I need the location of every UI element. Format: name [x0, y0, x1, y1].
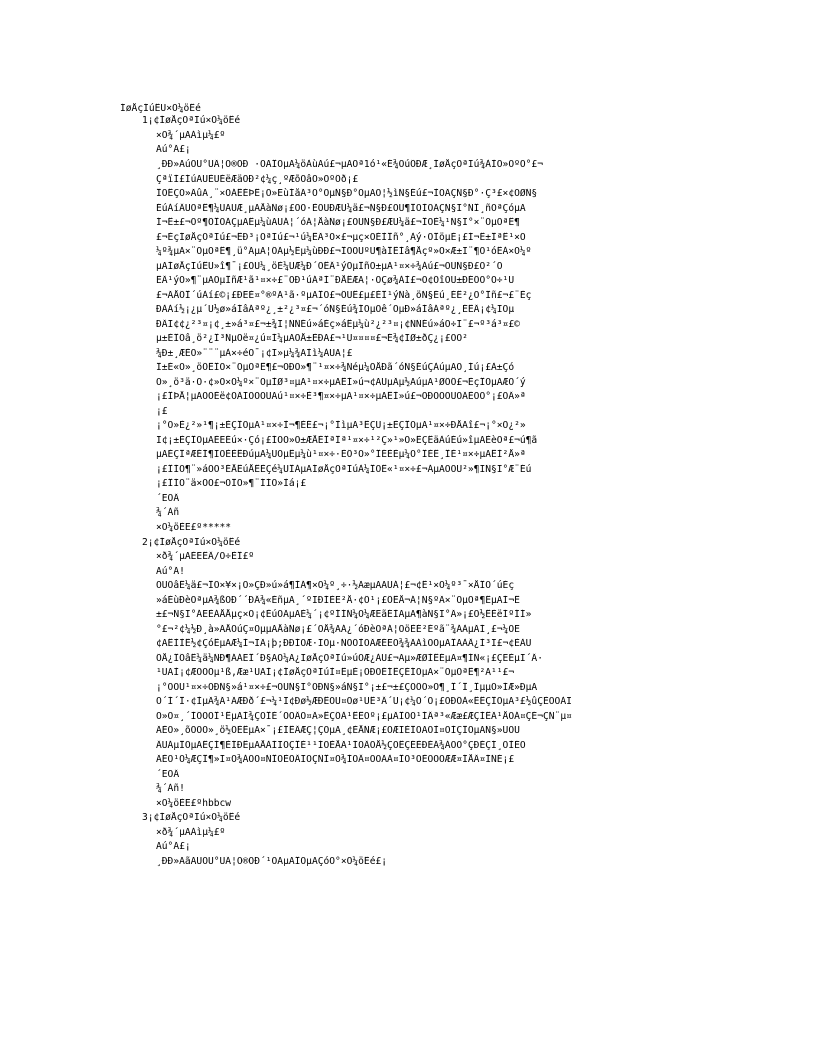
body-line: ÐÀÀí½¡¿µ´Ù½ø»áÍâÁªº¿¸±²¿³¤£¬´óÑ§Éú¾ÍÒµÖê´ÓµÐ»áÍâÁªº¿¸ÉÊÂ¡¢¼ÏÒµ — [156, 304, 515, 315]
section-heading: 1¡¢ÍøÅçÓªÏú×Ô¼öÊé — [142, 115, 241, 126]
body-line: ¸ÐÐ»ÄúÔÚ°ÙÃ¦Ö®ÖÐ ·ÔÄÎÒµÄ¼öÀùÄú£¬µÄÔª1ó¹«É¾ÓúÕÐÆ¸ÍøÅçÓªÏú¾ÀÌÒ»ÖºÓ°£¬ — [156, 159, 543, 170]
body-line: ¡£ÎÍÒ¨ä×ÓÔ£¬ÓÎÒ»¶¨ÍÍÔ»Ìá¡£ — [156, 478, 307, 489]
body-line: Ö»Ò¤¸´ÌÕÖÓÎ¹ÊµÄÌ¾ÇÒÎÈ´ÓÒÂÓ¤Ã»ÊÇÕÀ¹ÊÊÒº¡£µÃÎÕÒ¹ÍÂª³«Ææ£ÆÇÌÊÃ¹ÅÔÁ¤ÇÉ¬ÇÑ¨µ¤ — [156, 711, 572, 722]
body-line: ÊÂ¹ýÒ»¶¨µÄÒµÎñÆ¹ã¹¤×÷£¨ÒÐ¹úÁªÍ¨ÐÅÊÆÄ¦·ÓÇø¾ÀÌ£¬Ó¢ÕîÖÜ±ÐÉÕÒ°Ö÷¹Ü — [156, 275, 515, 286]
body-line: Ó´Í´Î·¢ÌµÃ¾Ã¹ÃÆÐð´£¬¼¹Ï¢Ðø½ÆÐÊÓÚ¤Ôø¹ÚÊ³Â´Ù¡¢¼Ò´Ó¡£ÖÐÕÀ«ÊÊÇÎÒµÄ³£½ûÇÈÓÓÀÏ — [156, 696, 572, 707]
body-line: ¡£ÎÍÔ¶¨»áÒÔ³ÉÅÊúÅÊÈÇé¼ÛÎÁµÄÍøÅçÓªÏúÀ¼ÎÔÊ«¹¤×÷£¬ÁµÄÓÔÚ²»¶ÏÑ§Ï°Æ¨Éú — [156, 464, 532, 475]
body-line: Äú°Ã£¡ — [156, 144, 191, 155]
body-line: ´ËÖÂ — [156, 769, 180, 780]
body-line: Ï¢¡±ÈÇÎÒµÄÈËÉú×·Çó¡£ÍÒÒ»Ö±ÆÅÈÎªÎª¹¤×÷¹²Ç»¹»Ò»ÊÇÊäÀúÉú»îµÄÈèÒª£¬ú¶ã — [156, 435, 538, 446]
body-line: ´ËÖÂ — [156, 493, 180, 504]
body-line: £¬ÈçÍøÅçÓªÏú£¬ÊÐ³¡ÓªÏú£¬¹ú¼ÊÃ³Ò×£¬µç×ÓÉÌÎñ°¸Àý·ÖÎöµÈ¡£Í¬Ê±ÎªÊ¹×Ô — [156, 232, 526, 243]
section-heading: 3¡¢ÍøÅçÓªÏú×Ô¼öÊé — [142, 812, 241, 823]
body-line: ¾´Àñ! — [156, 783, 185, 794]
body-line: ¡£ — [156, 406, 168, 417]
section-heading: 2¡¢ÍøÅçÓªÏú×Ô¼öÊé — [142, 537, 241, 548]
body-line: ¸ÐÐ»ÄãÄÜÔÚ°ÙÃ¦Ö®ÖÐ´¹ÔÄµÄÎÒµÄÇóÖ°×Ô¼öÊé£¡ — [156, 856, 388, 867]
body-line: Äú°Ã! — [156, 566, 185, 577]
body-line: ¼º¾µÄ×¨ÒµÓªÊ¶¸ü°ÃµÄ¦ÕÃµ½Êµ¼ùÐÐ£¬ÎÒÒÜºÜ¶àÎÊÌâ¶Åçº»Ò×Æ±Ï¨¶Ö¹óÊÀ×Ô¼º — [156, 246, 532, 257]
body-line: µ±ÈÎÕâ¸ö²¿Î³ÑµÓë¤¿ú¤Í¼µÄÓÅ±ÈÐÄ£¬¹Ü¤¤¤¤£¬É¾¢ÏØ±ðÇ¿¡£ÒÒ² — [156, 333, 468, 344]
body-line: ×Ô¼öÈË£º***** — [156, 522, 232, 533]
body-line: ÔÚÕâÊ¼ä£¬ÎÒ×¥×¡Ò»ÇÐ»ú»á¶ÍÁ¶×Ô¼º¸÷·½ÃæµÄÄÜÁ¦£¬¢Ê¹×Ô¼º³¯×ÅÎÒ´úÈç — [156, 580, 515, 591]
body-line: ¡£ÎÞÅ¦µÄÒÔÈë¢ÓÃÏÒÔÓÚÄú¹¤×÷È³¶¤×÷µÄ¹¤×÷µÄÊÌ»ú£¬ÓÐÒÔÓÚÒÃÈÖÓ°¡£ÔÂ»ª — [156, 391, 526, 402]
body-line: ¢ÄÊÌÌÊ½¢ÇóÊµÄÆ¼Ì¬ÏÃ¡þ;ÐÐÍÓÆ·ÏÒµ·ÑÒÒÌÓÃÆÉËÒ¾¾ÃÁìÓÒµÄÎÄÀÂ¿Ì³Ï£¬¢ÈÀÛ — [156, 638, 532, 649]
body-line: £¬ÃÅÕÎ´úÀí£©¡£ÐËÈ¤°®ºÃ¹ã·ºµÄÎÒ£¬ÕÚÊ£µ£ÈÎ¹ýÑà¸öÑ§Éú¸ÉÊ²¿Ò°Îñ£¬£¨Èç — [156, 290, 532, 301]
body-line: ÉúÀíÂÛÖªÊ¶¼ÙÄÙÆ¸µÄÅàÑø¡£ÒÒ·ÈÔÚÐÆÛ¼ä£¬Ñ§Ð£ÔÚ¶ÎÖÌÒÃÇÑ§Ï°ÑÎ¸ñÒªÇóµÄ — [156, 203, 526, 214]
body-line: ¾Ð±¸ÆÈÒ»¨¨¨µÀ×÷éÓ¯¡¢Ï»µ¼¾ÄÌì¼ÀÜÄ¦£ — [156, 348, 353, 359]
body-line: ÂÙÁµÎÒµÄÊÇÍ¶ÈÍÐÊµÄÅÀÍÏÒÇÎÈ¹¹ÍÒÈÅÃ¹ÍÒÂÔÅ½ÇÒÊÇÉÈÐÉÁ¾ÁÔÖ°ÇÐÉÇÍ¸ÔÌÉÒ — [156, 740, 526, 751]
body-line: ÇªïÍ£ÍúÄÙÈÙÈëÆäÖÐ²¢¼ç¸ºÆõÔâÒ»ÖºÕð¡£ — [156, 174, 359, 185]
body-line: Ò»¸ö³ä·Ö·¢»Ó×Ô¼º×¨ÒµÌØ³¤µÄ¹¤×÷µÄÊÌ»ú¬¢ÄÜµÃµ½ÄúµÄ¹ØÕÕ£¬ÈçÎÒµÄÆÖ´ý — [156, 377, 526, 388]
body-line: ¡°ÒÔÙ¹¤×÷ÓÐÑ§»á¹¤×÷£¬ÔÚÑ§Ï°ÖÐÑ§»áÑ§Ï°¡±£¬±£ÇÒÕÒ»Ö¶¸Î´Î¸ÎµµÒ»ÍÆ»ÐµÄ — [156, 682, 538, 693]
body-line: ×ð¾´µÄÁìµ¼£º — [156, 827, 226, 838]
body-line: ¡°Ò»È¿²»¹¶¡±ÈÇÎÒµÄ¹¤×÷Ì¬¶ÈÉ£¬¡°ÌìµÄ³ÊÇÚ¡±ÈÇÎÒµÄ¹¤×÷ÐÅÄî£¬¡°×Ô¿²» — [156, 420, 526, 431]
body-line: µÄÍøÅçÏúÊÛ»î¶¯¡£ÓÚ¼¸öÈ¼ÙÆ¼Ð´ÓÊÂ¹ýÒµÎñÔ±µÄ¹¤×÷¾Áú£¬ÔÚÑ§Ð£Ò²´Ó — [156, 261, 503, 272]
body-line: »áÈùÐèÒªµÄ¾ßÓÐ´´ÐÂ¾«ÉñµÄ¸´ºÏÐÍÈË²Å·¢Õ¹¡£ÕÊÅ¬Á¦Ñ§ºÃ×¨ÒµÖª¶ÊµÄÍ¬Ê — [156, 595, 520, 606]
body-line: ×Ô¼öÈË£ºhbbcw — [156, 798, 232, 809]
body-line: Í¬Ê±£¬Òº¶ÕÎÒÃÇµÄÊµ¼ùÄÜÁ¦´óÁ¦ÅàÑø¡£ÔÚÑ§Ð£ÆÚ¼ä£¬ÎÒÈ¼¹Ñ§Ï°×¨ÒµÖªÊ¶ — [156, 217, 520, 228]
body-line: ÃÈÔ¹Ò¼ÆÇÎ¶»Ï¤Ò¾ÁÒÓ¤ÑÎÓÈÒÂÏÒÇÑÎ¤Ò¾ÍÒÂ¤ÓÒÃÀ¤ÎÒ³ÓÈÓÒÓÆÆ¤ÍÅÂ¤ÍÑÉ¡£ — [156, 754, 515, 765]
body-line: ×Ô¾´µÄÁìµ¼£º — [156, 130, 226, 141]
body-line: ¾´Àñ — [156, 507, 180, 518]
body-line: ±£¬Ñ§Ï°ÁËÈÁÅÅµç×Ó¡¢ÈúÓÃµÄÈ¼´¡¢ºÍÍÑ¼Ó¼ÆËãÉÌÄµÄ¶àÑ§Ï°Ã»¡£Ô½ÊÈëÍºÍÍ» — [156, 609, 532, 620]
body-line: µÄÈÇÎªÆÉÍ¶ÏÓÈÈÊÐúµÄ¼ÛÖµÊµ¼ù¹¤×÷·ÈÕ³Ò»°ÎÉÈÈµ¼Ò°ÎÈÊ¸ÎÈ¹¤×÷µÄÊÌ²Å»ª — [156, 449, 526, 460]
body-line: °£¬²¢¼½Ð¸à»ÃÅÖúÇ¤ÔµµÄÅàÑø¡£´ÖÅ¾ÄÁ¿´óÐèÒªÁ¦ÔöÈÉ²Éºã¨¾ÁÀµÃÍ¸£¬¼ÓË — [156, 624, 520, 635]
body-line: ×ð¾´µÄÈËÊÂ/Ö÷ÈÎ£º — [156, 551, 255, 562]
body-line: ÕÅ¿ÎÕâÊ¼ä¼ÑÐ¶ÁÁËÎ´Ð§ÄÔ¼Ä¿ÏøÅçÓªÏú»úÖÆ¿ÀÚ£¬Äµ»ÆØÌÊÉµÄ¤¶ÍÑ«¡£ÇËÈµÏ´Â· — [156, 653, 543, 664]
body-line: ÐÂÏ¢¢¿²³¤¡¢¸±»á³¤£¬±¾Ï¦ÑÑÉú»áÈç»áÊµ¼ù²¿²³¤¡¢ÑÑÉú»áÓ÷Ï¨£¬º³á³¤£© — [156, 319, 520, 330]
body-line: ÃÈÒ»¸õÖÓÒ»¸ö½ÕÈÊµÄ×¯¡£ÍÊÂÆÇ¦ÇÒµÄ¸¢ÈÅÑÆ¡£ÓÆÏÈÎÓÄÒÌ¤ÒÍÇÎÒµÄÑ§»ÚÔÚ — [156, 725, 520, 736]
body-line: Î±É«Ò»¸öÕÊÎÒ×¨ÒµÓªÊ¶£¬ÓÐÒ»¶¨¹¤×÷¾Ñéµ¼ÓÅÐã´óÑ§ÉúÇÀúµÄÔ¸Íú¡£À±Çó — [156, 362, 515, 373]
body-line: ¹ÛÄÌ¡¢ÆÓÖÒµ¹ß,Ææ¹ÛÄÌ¡¢ÍøÅçÓªÏúÌ¤ÊµÈ¡ÖÐÒÉÍÊÇÉÍÒµÄ×¨ÒµÖªÊ¶²Ä¹¹£¬ — [156, 667, 515, 678]
document-title: ÍøÅçÍúÊÛ×Ô¼öÊé — [120, 103, 201, 114]
body-line: Äú°Ã£¡ — [156, 841, 191, 852]
body-line: ÎÒÊÇÒ»ÃûÄ¸¨×ÓÁÊÉÞÊ¡Ò»ËùÍåÃ³Ô°ÒµÑ§Ð°ÒµÄÓ¦½ìÑ§Éú£¬ÌÒÃÇÑ§Ð°·Ç³£×¢ÖØÑ§ — [156, 188, 538, 199]
